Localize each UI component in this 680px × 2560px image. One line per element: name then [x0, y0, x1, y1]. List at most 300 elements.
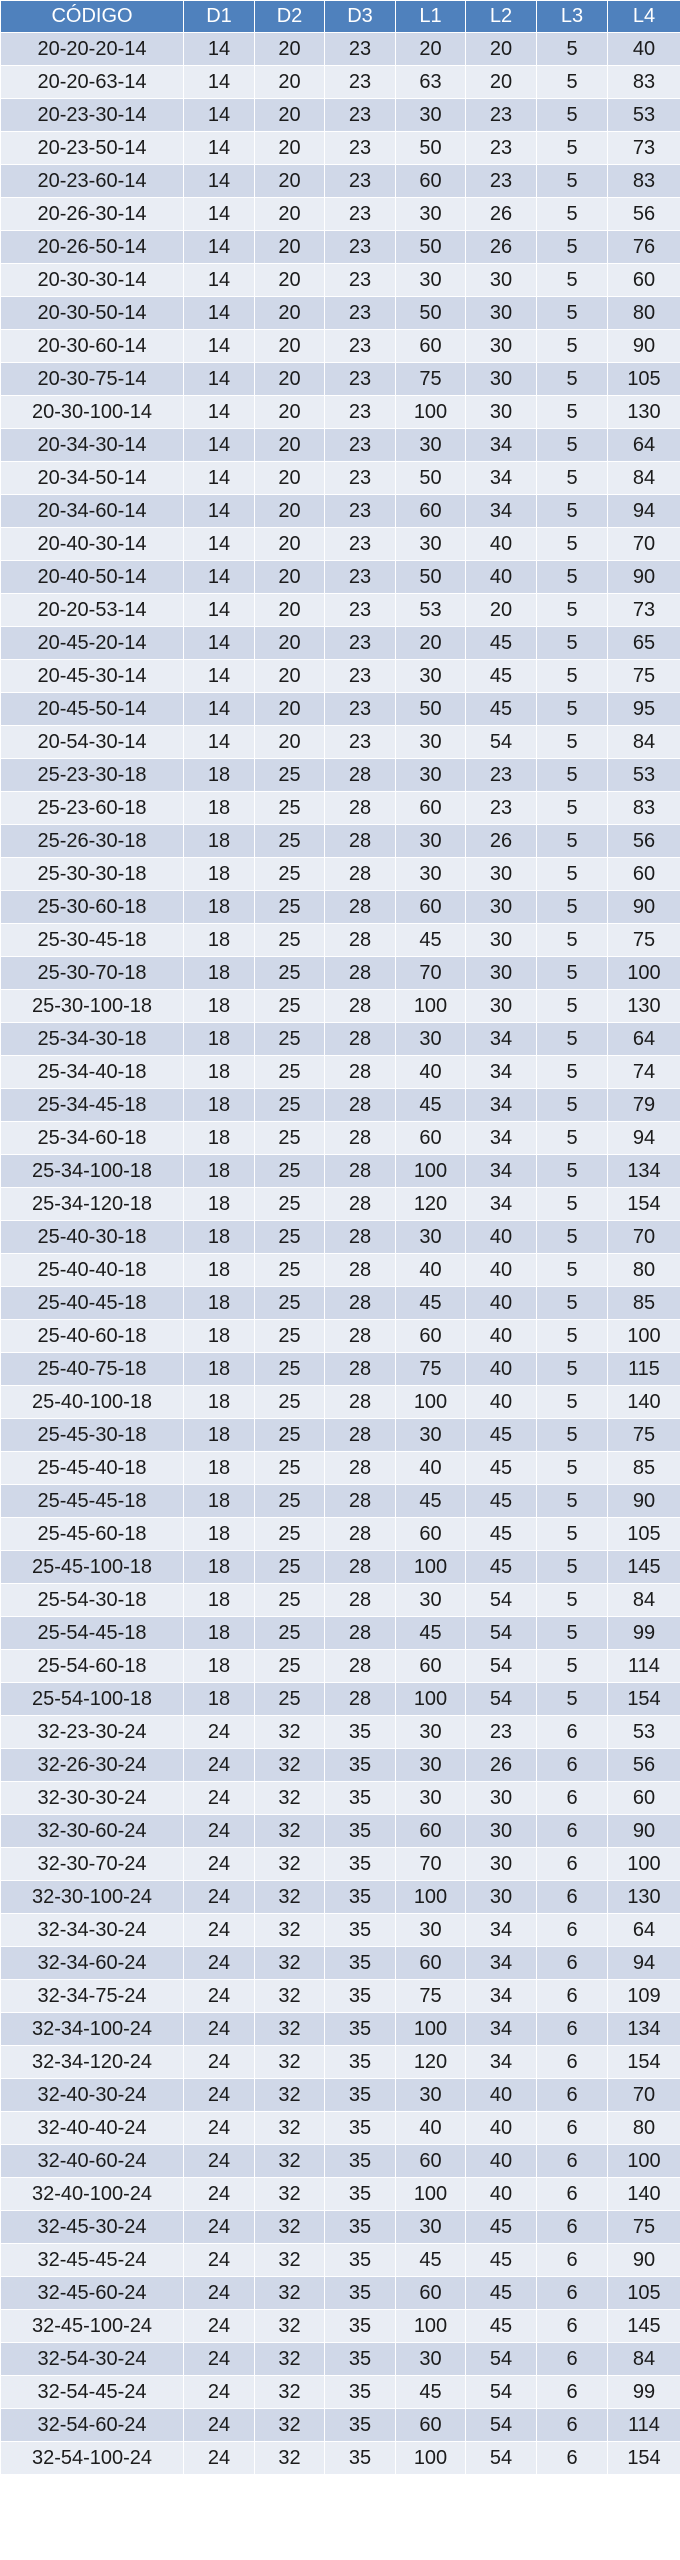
table-row	[1, 1650, 680, 1683]
table-row	[1, 165, 680, 198]
codigo-cell: 25-54-30-18	[1, 1584, 184, 1617]
d3-cell: 35	[325, 2079, 396, 2112]
d3-cell: 23	[325, 363, 396, 396]
d2-cell: 20	[255, 33, 325, 66]
d2-cell: 25	[255, 1320, 325, 1353]
l2-cell: 54	[466, 726, 537, 759]
d3-cell: 23	[325, 396, 396, 429]
l1-cell: 75	[396, 363, 466, 396]
d3-cell: 35	[325, 2211, 396, 2244]
d1-cell: 24	[184, 2178, 255, 2211]
l2-cell: 34	[466, 1089, 537, 1122]
l3-cell: 5	[537, 759, 608, 792]
codigo-cell: 32-45-45-24	[1, 2244, 184, 2277]
d1-cell: 18	[184, 1419, 255, 1452]
d3-cell: 28	[325, 825, 396, 858]
d2-cell: 20	[255, 132, 325, 165]
l3-cell: 6	[537, 2145, 608, 2178]
l3-cell: 6	[537, 2376, 608, 2409]
d2-cell: 20	[255, 198, 325, 231]
l4-cell: 100	[608, 2145, 680, 2178]
l1-cell: 30	[396, 528, 466, 561]
d1-cell: 14	[184, 726, 255, 759]
l1-cell: 30	[396, 1023, 466, 1056]
table-row	[1, 1914, 680, 1947]
d2-cell: 32	[255, 2046, 325, 2079]
l4-cell: 70	[608, 2079, 680, 2112]
l3-cell: 6	[537, 2310, 608, 2343]
l2-cell: 54	[466, 2376, 537, 2409]
l4-cell: 53	[608, 99, 680, 132]
l1-cell: 60	[396, 2277, 466, 2310]
l4-cell: 99	[608, 1617, 680, 1650]
d3-cell: 35	[325, 2343, 396, 2376]
d1-cell: 14	[184, 297, 255, 330]
d2-cell: 20	[255, 693, 325, 726]
l3-cell: 5	[537, 1518, 608, 1551]
d2-cell: 20	[255, 429, 325, 462]
d3-cell: 23	[325, 231, 396, 264]
d2-cell: 25	[255, 858, 325, 891]
l3-cell: 5	[537, 33, 608, 66]
l4-cell: 145	[608, 1551, 680, 1584]
l1-cell: 30	[396, 1419, 466, 1452]
l1-cell: 30	[396, 1749, 466, 1782]
l3-cell: 6	[537, 1749, 608, 1782]
table-row	[1, 33, 680, 66]
l2-cell: 34	[466, 1056, 537, 1089]
l3-cell: 5	[537, 198, 608, 231]
l4-cell: 114	[608, 2409, 680, 2442]
d1-cell: 24	[184, 1914, 255, 1947]
codigo-cell: 32-34-100-24	[1, 2013, 184, 2046]
l2-cell: 45	[466, 2310, 537, 2343]
codigo-cell: 20-45-30-14	[1, 660, 184, 693]
codigo-cell: 25-34-45-18	[1, 1089, 184, 1122]
l4-cell: 95	[608, 693, 680, 726]
table-row	[1, 396, 680, 429]
d2-cell: 32	[255, 2079, 325, 2112]
d2-cell: 32	[255, 1848, 325, 1881]
l4-cell: 75	[608, 2211, 680, 2244]
l2-cell: 54	[466, 2409, 537, 2442]
table-row	[1, 198, 680, 231]
l1-cell: 100	[396, 990, 466, 1023]
d1-cell: 24	[184, 2013, 255, 2046]
table-row	[1, 1188, 680, 1221]
d2-cell: 32	[255, 1716, 325, 1749]
codigo-cell: 25-30-45-18	[1, 924, 184, 957]
d1-cell: 18	[184, 1320, 255, 1353]
l1-cell: 70	[396, 957, 466, 990]
l3-cell: 5	[537, 1188, 608, 1221]
d2-cell: 20	[255, 330, 325, 363]
l3-cell: 6	[537, 2178, 608, 2211]
table-row	[1, 2013, 680, 2046]
header-d3: D3	[325, 1, 396, 33]
table-row	[1, 528, 680, 561]
d2-cell: 32	[255, 1914, 325, 1947]
l4-cell: 83	[608, 66, 680, 99]
l4-cell: 84	[608, 726, 680, 759]
table-row	[1, 858, 680, 891]
l2-cell: 30	[466, 1782, 537, 1815]
codigo-cell: 25-30-100-18	[1, 990, 184, 1023]
d1-cell: 14	[184, 165, 255, 198]
d2-cell: 25	[255, 825, 325, 858]
codigo-cell: 20-30-75-14	[1, 363, 184, 396]
l2-cell: 23	[466, 759, 537, 792]
l2-cell: 30	[466, 1848, 537, 1881]
d1-cell: 14	[184, 495, 255, 528]
l1-cell: 100	[396, 2442, 466, 2475]
l1-cell: 30	[396, 429, 466, 462]
l4-cell: 114	[608, 1650, 680, 1683]
l1-cell: 40	[396, 1056, 466, 1089]
l3-cell: 5	[537, 726, 608, 759]
codigo-cell: 32-34-75-24	[1, 1980, 184, 2013]
d3-cell: 28	[325, 1551, 396, 1584]
l1-cell: 70	[396, 1848, 466, 1881]
l4-cell: 65	[608, 627, 680, 660]
d1-cell: 18	[184, 1452, 255, 1485]
d2-cell: 25	[255, 1650, 325, 1683]
l3-cell: 5	[537, 363, 608, 396]
l4-cell: 73	[608, 594, 680, 627]
codigo-cell: 25-23-30-18	[1, 759, 184, 792]
l3-cell: 5	[537, 1617, 608, 1650]
l3-cell: 5	[537, 1056, 608, 1089]
l3-cell: 5	[537, 396, 608, 429]
table-row	[1, 660, 680, 693]
table-row	[1, 1122, 680, 1155]
d1-cell: 18	[184, 759, 255, 792]
l4-cell: 74	[608, 1056, 680, 1089]
d3-cell: 35	[325, 1782, 396, 1815]
l2-cell: 34	[466, 2046, 537, 2079]
d2-cell: 32	[255, 2013, 325, 2046]
l1-cell: 30	[396, 2343, 466, 2376]
d3-cell: 28	[325, 1188, 396, 1221]
l1-cell: 30	[396, 99, 466, 132]
l4-cell: 94	[608, 1947, 680, 1980]
l1-cell: 30	[396, 1221, 466, 1254]
l1-cell: 60	[396, 1122, 466, 1155]
table-row	[1, 1947, 680, 1980]
l4-cell: 64	[608, 1023, 680, 1056]
d1-cell: 18	[184, 891, 255, 924]
d1-cell: 18	[184, 924, 255, 957]
codigo-cell: 20-23-30-14	[1, 99, 184, 132]
d2-cell: 25	[255, 1683, 325, 1716]
d1-cell: 18	[184, 1122, 255, 1155]
d3-cell: 35	[325, 1848, 396, 1881]
l4-cell: 85	[608, 1287, 680, 1320]
l2-cell: 45	[466, 660, 537, 693]
l3-cell: 5	[537, 1419, 608, 1452]
d3-cell: 23	[325, 660, 396, 693]
table-row	[1, 1782, 680, 1815]
l2-cell: 34	[466, 495, 537, 528]
table-row	[1, 1980, 680, 2013]
l2-cell: 45	[466, 2211, 537, 2244]
l2-cell: 26	[466, 1749, 537, 1782]
d1-cell: 24	[184, 2343, 255, 2376]
d2-cell: 25	[255, 1155, 325, 1188]
l1-cell: 60	[396, 1650, 466, 1683]
table-row	[1, 2277, 680, 2310]
l4-cell: 64	[608, 429, 680, 462]
l3-cell: 5	[537, 132, 608, 165]
d2-cell: 25	[255, 1188, 325, 1221]
l1-cell: 120	[396, 1188, 466, 1221]
l1-cell: 40	[396, 2112, 466, 2145]
table-row	[1, 2442, 680, 2475]
l2-cell: 30	[466, 264, 537, 297]
l1-cell: 45	[396, 2244, 466, 2277]
l2-cell: 45	[466, 1551, 537, 1584]
d2-cell: 20	[255, 264, 325, 297]
d1-cell: 18	[184, 1254, 255, 1287]
l4-cell: 75	[608, 924, 680, 957]
l4-cell: 154	[608, 1683, 680, 1716]
d2-cell: 20	[255, 396, 325, 429]
d2-cell: 20	[255, 594, 325, 627]
l2-cell: 34	[466, 1155, 537, 1188]
l3-cell: 5	[537, 1485, 608, 1518]
d1-cell: 14	[184, 330, 255, 363]
d3-cell: 23	[325, 462, 396, 495]
codigo-cell: 32-40-30-24	[1, 2079, 184, 2112]
table-row	[1, 1881, 680, 1914]
table-row	[1, 2079, 680, 2112]
d2-cell: 32	[255, 2244, 325, 2277]
l2-cell: 20	[466, 33, 537, 66]
d2-cell: 20	[255, 99, 325, 132]
d2-cell: 25	[255, 1023, 325, 1056]
l1-cell: 60	[396, 1320, 466, 1353]
d3-cell: 28	[325, 1386, 396, 1419]
l2-cell: 30	[466, 924, 537, 957]
table-row	[1, 1683, 680, 1716]
l4-cell: 60	[608, 264, 680, 297]
l3-cell: 6	[537, 2343, 608, 2376]
l2-cell: 54	[466, 1683, 537, 1716]
l1-cell: 100	[396, 1155, 466, 1188]
d2-cell: 25	[255, 1056, 325, 1089]
d3-cell: 23	[325, 693, 396, 726]
l1-cell: 45	[396, 1089, 466, 1122]
l3-cell: 5	[537, 858, 608, 891]
d1-cell: 24	[184, 2112, 255, 2145]
table-row	[1, 891, 680, 924]
d1-cell: 18	[184, 1584, 255, 1617]
l3-cell: 5	[537, 1023, 608, 1056]
l3-cell: 6	[537, 2079, 608, 2112]
table-row	[1, 2343, 680, 2376]
d3-cell: 28	[325, 1584, 396, 1617]
l3-cell: 5	[537, 165, 608, 198]
l2-cell: 34	[466, 462, 537, 495]
d3-cell: 28	[325, 1221, 396, 1254]
l2-cell: 20	[466, 66, 537, 99]
l3-cell: 6	[537, 1980, 608, 2013]
codigo-cell: 20-30-100-14	[1, 396, 184, 429]
codigo-cell: 32-45-100-24	[1, 2310, 184, 2343]
l3-cell: 6	[537, 1815, 608, 1848]
d1-cell: 24	[184, 2310, 255, 2343]
l1-cell: 60	[396, 1815, 466, 1848]
l1-cell: 40	[396, 1254, 466, 1287]
d1-cell: 14	[184, 99, 255, 132]
d2-cell: 25	[255, 1551, 325, 1584]
table-row	[1, 99, 680, 132]
l4-cell: 154	[608, 1188, 680, 1221]
table-row	[1, 495, 680, 528]
d3-cell: 23	[325, 561, 396, 594]
d3-cell: 23	[325, 330, 396, 363]
codigo-cell: 20-34-60-14	[1, 495, 184, 528]
d2-cell: 32	[255, 2277, 325, 2310]
l2-cell: 30	[466, 363, 537, 396]
d3-cell: 23	[325, 198, 396, 231]
l1-cell: 100	[396, 1386, 466, 1419]
l1-cell: 30	[396, 2211, 466, 2244]
table-row	[1, 1155, 680, 1188]
table-row	[1, 759, 680, 792]
d3-cell: 23	[325, 594, 396, 627]
table-row	[1, 297, 680, 330]
d3-cell: 28	[325, 1452, 396, 1485]
codigo-cell: 25-34-40-18	[1, 1056, 184, 1089]
l1-cell: 30	[396, 759, 466, 792]
l1-cell: 30	[396, 1716, 466, 1749]
d1-cell: 18	[184, 1353, 255, 1386]
codigo-cell: 25-30-30-18	[1, 858, 184, 891]
l2-cell: 34	[466, 429, 537, 462]
d1-cell: 24	[184, 1815, 255, 1848]
d1-cell: 18	[184, 1056, 255, 1089]
l1-cell: 100	[396, 1881, 466, 1914]
codigo-cell: 20-30-50-14	[1, 297, 184, 330]
table-row	[1, 792, 680, 825]
l2-cell: 40	[466, 1353, 537, 1386]
codigo-cell: 32-30-60-24	[1, 1815, 184, 1848]
d2-cell: 25	[255, 1518, 325, 1551]
l4-cell: 94	[608, 1122, 680, 1155]
d3-cell: 28	[325, 891, 396, 924]
l4-cell: 140	[608, 1386, 680, 1419]
codigo-cell: 32-30-100-24	[1, 1881, 184, 1914]
table-row	[1, 2112, 680, 2145]
d3-cell: 23	[325, 627, 396, 660]
table-row	[1, 231, 680, 264]
l3-cell: 6	[537, 1716, 608, 1749]
l4-cell: 90	[608, 561, 680, 594]
l4-cell: 94	[608, 495, 680, 528]
l2-cell: 45	[466, 1419, 537, 1452]
header-l1: L1	[396, 1, 466, 33]
table-row	[1, 1089, 680, 1122]
l2-cell: 40	[466, 1320, 537, 1353]
d3-cell: 28	[325, 1650, 396, 1683]
l3-cell: 6	[537, 2112, 608, 2145]
d2-cell: 25	[255, 957, 325, 990]
d2-cell: 20	[255, 363, 325, 396]
d3-cell: 23	[325, 429, 396, 462]
l4-cell: 99	[608, 2376, 680, 2409]
d3-cell: 28	[325, 924, 396, 957]
l4-cell: 134	[608, 2013, 680, 2046]
codigo-cell: 25-34-120-18	[1, 1188, 184, 1221]
l3-cell: 5	[537, 924, 608, 957]
l2-cell: 30	[466, 891, 537, 924]
d2-cell: 32	[255, 2211, 325, 2244]
d1-cell: 18	[184, 1386, 255, 1419]
l1-cell: 50	[396, 693, 466, 726]
codigo-cell: 25-54-60-18	[1, 1650, 184, 1683]
d2-cell: 25	[255, 1617, 325, 1650]
codigo-cell: 25-30-60-18	[1, 891, 184, 924]
l4-cell: 90	[608, 2244, 680, 2277]
d2-cell: 25	[255, 1221, 325, 1254]
d3-cell: 28	[325, 1353, 396, 1386]
d3-cell: 35	[325, 1716, 396, 1749]
d2-cell: 32	[255, 2442, 325, 2475]
d1-cell: 18	[184, 1221, 255, 1254]
d2-cell: 32	[255, 2343, 325, 2376]
l2-cell: 30	[466, 396, 537, 429]
table-row	[1, 1551, 680, 1584]
codigo-cell: 20-45-50-14	[1, 693, 184, 726]
l1-cell: 45	[396, 1617, 466, 1650]
d3-cell: 28	[325, 957, 396, 990]
codigo-cell: 25-34-100-18	[1, 1155, 184, 1188]
l2-cell: 54	[466, 1617, 537, 1650]
l1-cell: 50	[396, 462, 466, 495]
codigo-cell: 25-40-100-18	[1, 1386, 184, 1419]
d2-cell: 32	[255, 2178, 325, 2211]
l4-cell: 105	[608, 363, 680, 396]
l4-cell: 84	[608, 462, 680, 495]
l2-cell: 54	[466, 2442, 537, 2475]
codigo-cell: 25-45-30-18	[1, 1419, 184, 1452]
d2-cell: 25	[255, 891, 325, 924]
d2-cell: 20	[255, 726, 325, 759]
table-row	[1, 1254, 680, 1287]
d1-cell: 14	[184, 198, 255, 231]
l4-cell: 105	[608, 1518, 680, 1551]
d3-cell: 28	[325, 1320, 396, 1353]
d3-cell: 28	[325, 1617, 396, 1650]
d3-cell: 28	[325, 759, 396, 792]
codigo-cell: 20-23-60-14	[1, 165, 184, 198]
table-row	[1, 2046, 680, 2079]
d3-cell: 28	[325, 1089, 396, 1122]
l2-cell: 20	[466, 594, 537, 627]
d3-cell: 35	[325, 1914, 396, 1947]
l3-cell: 6	[537, 1848, 608, 1881]
l1-cell: 53	[396, 594, 466, 627]
l4-cell: 115	[608, 1353, 680, 1386]
d1-cell: 18	[184, 1188, 255, 1221]
l3-cell: 5	[537, 1287, 608, 1320]
codigo-cell: 32-34-30-24	[1, 1914, 184, 1947]
l1-cell: 60	[396, 2409, 466, 2442]
l2-cell: 40	[466, 1287, 537, 1320]
d2-cell: 25	[255, 1089, 325, 1122]
l2-cell: 23	[466, 792, 537, 825]
